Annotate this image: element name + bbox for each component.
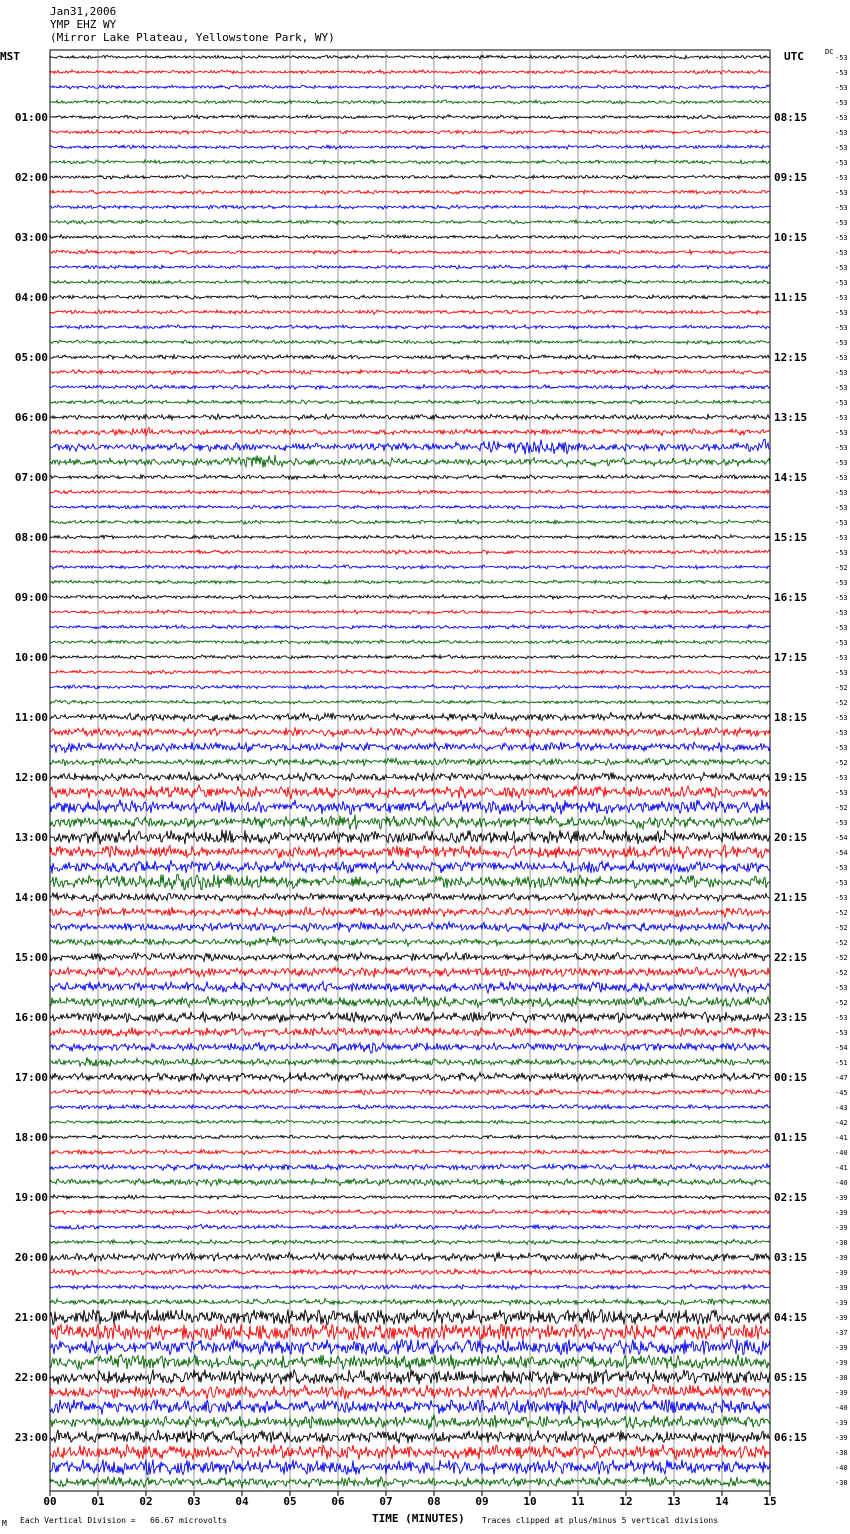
dc-offset-label: -39 bbox=[835, 1389, 848, 1397]
dc-offset-label: -52 bbox=[835, 954, 848, 962]
dc-offset-label: -53 bbox=[835, 774, 848, 782]
dc-offset-label: -38 bbox=[835, 1449, 848, 1457]
trace-line bbox=[50, 340, 770, 344]
dc-offset-label: -53 bbox=[835, 354, 848, 362]
trace-line bbox=[50, 1385, 770, 1400]
x-tick-label: 06 bbox=[331, 1495, 345, 1508]
trace-line bbox=[50, 535, 770, 539]
dc-offset-label: -53 bbox=[835, 594, 848, 602]
trace-line bbox=[50, 1310, 770, 1325]
trace-line bbox=[50, 580, 770, 584]
trace-line bbox=[50, 370, 770, 375]
trace-line bbox=[50, 1445, 770, 1460]
dc-offset-label: -53 bbox=[835, 879, 848, 887]
utc-tick-label: 09:15 bbox=[774, 171, 808, 184]
mst-tick-label: 03:00 bbox=[14, 231, 48, 244]
trace-line bbox=[50, 490, 770, 494]
dc-offset-label: -53 bbox=[835, 549, 848, 557]
dc-offset-label: -52 bbox=[835, 909, 848, 917]
dc-offset-label: -53 bbox=[835, 204, 848, 212]
utc-tick-label: 10:15 bbox=[774, 231, 808, 244]
dc-offset-label: -53 bbox=[835, 294, 848, 302]
x-tick-label: 14 bbox=[715, 1495, 729, 1508]
utc-tick-label: 01:15 bbox=[774, 1131, 808, 1144]
dc-offset-label: -41 bbox=[835, 1164, 848, 1172]
dc-offset-label: -40 bbox=[835, 1404, 848, 1412]
utc-tick-label: 23:15 bbox=[774, 1011, 808, 1024]
dc-offset-label: -43 bbox=[835, 1104, 848, 1112]
trace-line bbox=[50, 1178, 770, 1186]
dc-offset-label: -53 bbox=[835, 459, 848, 467]
x-tick-label: 00 bbox=[43, 1495, 57, 1508]
trace-line bbox=[50, 713, 770, 722]
dc-offset-label: -40 bbox=[835, 1179, 848, 1187]
utc-tick-label: 21:15 bbox=[774, 891, 808, 904]
dc-offset-label: -53 bbox=[835, 309, 848, 317]
trace-line bbox=[50, 1477, 770, 1488]
dc-offset-label: -53 bbox=[835, 534, 848, 542]
utc-tick-label: 02:15 bbox=[774, 1191, 808, 1204]
trace-line bbox=[50, 1011, 770, 1023]
trace-line bbox=[50, 640, 770, 644]
trace-line bbox=[50, 115, 770, 120]
dc-offset-label: -53 bbox=[835, 729, 848, 737]
trace-line bbox=[50, 1284, 770, 1289]
trace-line bbox=[50, 727, 770, 737]
x-tick-label: 03 bbox=[187, 1495, 201, 1508]
mst-tick-label: 17:00 bbox=[14, 1071, 48, 1084]
trace-line bbox=[50, 160, 770, 164]
trace-line bbox=[50, 1299, 770, 1306]
mst-tick-label: 08:00 bbox=[14, 531, 48, 544]
x-tick-label: 15 bbox=[763, 1495, 777, 1508]
dc-offset-label: -53 bbox=[835, 609, 848, 617]
dc-offset-label: -52 bbox=[835, 804, 848, 812]
dc-offset-label: -53 bbox=[835, 639, 848, 647]
dc-offset-label: -53 bbox=[835, 279, 848, 287]
trace-line bbox=[50, 1150, 770, 1155]
dc-offset-label: -40 bbox=[835, 1464, 848, 1472]
dc-offset-label: -53 bbox=[835, 54, 848, 62]
utc-tick-label: 22:15 bbox=[774, 951, 808, 964]
dc-offset-label: -53 bbox=[835, 414, 848, 422]
mst-tick-label: 19:00 bbox=[14, 1191, 48, 1204]
mst-tick-label: 05:00 bbox=[14, 351, 48, 364]
mst-tick-label: 12:00 bbox=[14, 771, 48, 784]
mst-tick-label: 21:00 bbox=[14, 1311, 48, 1324]
dc-offset-label: -45 bbox=[835, 1089, 848, 1097]
dc-offset-label: -39 bbox=[835, 1314, 848, 1322]
dc-offset-label: -53 bbox=[835, 84, 848, 92]
utc-tick-label: 11:15 bbox=[774, 291, 808, 304]
trace-line bbox=[50, 815, 770, 830]
trace-line bbox=[50, 758, 770, 766]
dc-offset-label: -53 bbox=[835, 189, 848, 197]
trace-line bbox=[50, 772, 770, 781]
dc-offset-label: -53 bbox=[835, 99, 848, 107]
x-tick-label: 10 bbox=[523, 1495, 537, 1508]
dc-offset-label: -53 bbox=[835, 114, 848, 122]
dc-offset-label: -52 bbox=[835, 759, 848, 767]
trace-line bbox=[50, 1340, 770, 1355]
x-tick-label: 13 bbox=[667, 1495, 681, 1508]
trace-line bbox=[50, 1120, 770, 1124]
trace-line bbox=[50, 655, 770, 659]
dc-offset-label: -42 bbox=[835, 1119, 848, 1127]
dc-offset-label: -53 bbox=[835, 744, 848, 752]
trace-line bbox=[50, 475, 770, 480]
trace-line bbox=[50, 205, 770, 209]
trace-line bbox=[50, 400, 770, 404]
dc-offset-label: -53 bbox=[835, 489, 848, 497]
trace-line bbox=[50, 190, 770, 194]
scale-note: Each Vertical Division = 66.67 microvolts bbox=[20, 1516, 228, 1525]
utc-tick-label: 16:15 bbox=[774, 591, 808, 604]
x-tick-label: 08 bbox=[427, 1495, 441, 1508]
trace-line bbox=[50, 1224, 770, 1229]
utc-tick-label: 19:15 bbox=[774, 771, 808, 784]
dc-offset-label: -53 bbox=[835, 384, 848, 392]
trace-line bbox=[50, 1057, 770, 1066]
trace-line bbox=[50, 265, 770, 269]
dc-offset-label: -39 bbox=[835, 1194, 848, 1202]
trace-line bbox=[50, 967, 770, 977]
dc-offset-label: -39 bbox=[835, 1254, 848, 1262]
trace-line bbox=[50, 1027, 770, 1037]
trace-line bbox=[50, 700, 770, 704]
trace-line bbox=[50, 1195, 770, 1200]
x-tick-label: 04 bbox=[235, 1495, 249, 1508]
trace-line bbox=[50, 610, 770, 614]
trace-line bbox=[50, 1460, 770, 1475]
header-station: YMP EHZ WY bbox=[50, 18, 117, 31]
dc-offset-label: -53 bbox=[835, 399, 848, 407]
dc-offset-label: -53 bbox=[835, 579, 848, 587]
mst-tick-label: 09:00 bbox=[14, 591, 48, 604]
dc-offset-label: -51 bbox=[835, 1059, 848, 1067]
utc-tick-label: 06:15 bbox=[774, 1431, 808, 1444]
mst-tick-label: 10:00 bbox=[14, 651, 48, 664]
dc-offset-label: -53 bbox=[835, 669, 848, 677]
trace-line bbox=[50, 520, 770, 524]
dc-offset-label: -39 bbox=[835, 1359, 848, 1367]
trace-line bbox=[50, 428, 770, 437]
dc-offset-label: -47 bbox=[835, 1074, 848, 1082]
dc-offset-label: -38 bbox=[835, 1479, 848, 1487]
trace-line bbox=[50, 295, 770, 299]
mst-tick-label: 06:00 bbox=[14, 411, 48, 424]
mst-tick-label: 20:00 bbox=[14, 1251, 48, 1264]
trace-line bbox=[50, 800, 770, 815]
trace-line bbox=[50, 55, 770, 59]
dc-offset-label: -53 bbox=[835, 984, 848, 992]
dc-offset-label: -52 bbox=[835, 999, 848, 1007]
clip-note: Traces clipped at plus/minus 5 vertical divisions bbox=[482, 1516, 719, 1525]
trace-line bbox=[50, 280, 770, 284]
utc-tick-label: 17:15 bbox=[774, 651, 808, 664]
dc-offset-label: -53 bbox=[835, 474, 848, 482]
trace-line bbox=[50, 235, 770, 239]
utc-tick-label: 15:15 bbox=[774, 531, 808, 544]
trace-line bbox=[50, 982, 770, 994]
dc-offset-label: -53 bbox=[835, 339, 848, 347]
footer-mark: M bbox=[2, 1519, 7, 1528]
trace-line bbox=[50, 845, 770, 859]
trace-line bbox=[50, 893, 770, 902]
trace-line bbox=[50, 1135, 770, 1139]
dc-offset-label: -38 bbox=[835, 1239, 848, 1247]
trace-line bbox=[50, 385, 770, 390]
mst-tick-label: 18:00 bbox=[14, 1131, 48, 1144]
trace-line bbox=[50, 830, 770, 845]
utc-tick-label: 04:15 bbox=[774, 1311, 808, 1324]
x-tick-label: 12 bbox=[619, 1495, 633, 1508]
dc-offset-label: -53 bbox=[835, 714, 848, 722]
plot-frame bbox=[50, 50, 770, 1491]
dc-offset-label: -38 bbox=[835, 1374, 848, 1382]
dc-offset-label: -53 bbox=[835, 429, 848, 437]
dc-offset-label: -53 bbox=[835, 69, 848, 77]
x-tick-label: 11 bbox=[571, 1495, 585, 1508]
utc-tick-label: 18:15 bbox=[774, 711, 808, 724]
dc-offset-label: -39 bbox=[835, 1434, 848, 1442]
trace-line bbox=[50, 1269, 770, 1275]
dc-offset-label: -53 bbox=[835, 234, 848, 242]
trace-line bbox=[50, 1210, 770, 1215]
dc-offset-label: -53 bbox=[835, 654, 848, 662]
x-tick-label: 07 bbox=[379, 1495, 393, 1508]
dc-offset-label: -53 bbox=[835, 264, 848, 272]
x-tick-label: 02 bbox=[139, 1495, 153, 1508]
trace-line bbox=[50, 1430, 770, 1445]
mst-tick-label: 23:00 bbox=[14, 1431, 48, 1444]
dc-offset-label: -52 bbox=[835, 564, 848, 572]
trace-line bbox=[50, 70, 770, 74]
dc-offset-label: -53 bbox=[835, 1014, 848, 1022]
trace-line bbox=[50, 936, 770, 947]
trace-line bbox=[50, 505, 770, 509]
dc-offset-label: -53 bbox=[835, 249, 848, 257]
trace-line bbox=[50, 1164, 770, 1171]
dc-offset-label: -54 bbox=[835, 849, 848, 857]
dc-offset-label: -53 bbox=[835, 504, 848, 512]
trace-line bbox=[50, 355, 770, 360]
trace-line bbox=[50, 922, 770, 932]
x-tick-label: 05 bbox=[283, 1495, 297, 1508]
trace-line bbox=[50, 907, 770, 917]
utc-tick-label: 14:15 bbox=[774, 471, 808, 484]
trace-line bbox=[50, 250, 770, 255]
dc-offset-label: -53 bbox=[835, 129, 848, 137]
trace-line bbox=[50, 685, 770, 689]
trace-line bbox=[50, 1042, 770, 1053]
trace-line bbox=[50, 440, 770, 455]
trace-line bbox=[50, 1105, 770, 1110]
dc-offset-label: -39 bbox=[835, 1299, 848, 1307]
dc-offset-label: -52 bbox=[835, 924, 848, 932]
mst-tick-label: 16:00 bbox=[14, 1011, 48, 1024]
trace-line bbox=[50, 85, 770, 89]
trace-line bbox=[50, 1415, 770, 1430]
dc-offset-label: -53 bbox=[835, 144, 848, 152]
trace-line bbox=[50, 1400, 770, 1415]
header-date: Jan31,2006 bbox=[50, 5, 117, 18]
dc-offset-label: -53 bbox=[835, 324, 848, 332]
dc-offset-label: -39 bbox=[835, 1224, 848, 1232]
dc-label: DC bbox=[825, 48, 834, 56]
dc-offset-label: -52 bbox=[835, 969, 848, 977]
header-location: (Mirror Lake Plateau, Yellowstone Park, WY) bbox=[50, 31, 335, 44]
dc-offset-label: -39 bbox=[835, 1209, 848, 1217]
utc-tick-label: 03:15 bbox=[774, 1251, 808, 1264]
trace-line bbox=[50, 670, 770, 674]
utc-tick-label: 13:15 bbox=[774, 411, 808, 424]
utc-axis-label: UTC bbox=[784, 50, 804, 63]
trace-line bbox=[50, 996, 770, 1007]
trace-line bbox=[50, 953, 770, 962]
mst-tick-label: 01:00 bbox=[14, 111, 48, 124]
trace-line bbox=[50, 130, 770, 134]
dc-offset-label: -53 bbox=[835, 624, 848, 632]
dc-offset-label: -52 bbox=[835, 939, 848, 947]
dc-offset-label: -53 bbox=[835, 789, 848, 797]
dc-offset-label: -53 bbox=[835, 894, 848, 902]
mst-axis-label: MST bbox=[0, 50, 20, 63]
dc-offset-label: -39 bbox=[835, 1284, 848, 1292]
utc-tick-label: 08:15 bbox=[774, 111, 808, 124]
trace-line bbox=[50, 1072, 770, 1083]
trace-line bbox=[50, 1370, 770, 1385]
trace-line bbox=[50, 1325, 770, 1340]
mst-tick-label: 14:00 bbox=[14, 891, 48, 904]
x-tick-label: 01 bbox=[91, 1495, 105, 1508]
trace-line bbox=[50, 742, 770, 753]
trace-line bbox=[50, 875, 770, 890]
dc-offset-label: -53 bbox=[835, 369, 848, 377]
trace-line bbox=[50, 1089, 770, 1095]
dc-offset-label: -54 bbox=[835, 1044, 848, 1052]
trace-line bbox=[50, 550, 770, 555]
mst-tick-label: 02:00 bbox=[14, 171, 48, 184]
trace-line bbox=[50, 455, 770, 468]
trace-line bbox=[50, 325, 770, 329]
dc-offset-label: -52 bbox=[835, 684, 848, 692]
utc-tick-label: 05:15 bbox=[774, 1371, 808, 1384]
trace-line bbox=[50, 595, 770, 599]
dc-offset-label: -53 bbox=[835, 519, 848, 527]
mst-tick-label: 13:00 bbox=[14, 831, 48, 844]
dc-offset-label: -40 bbox=[835, 1149, 848, 1157]
dc-offset-label: -53 bbox=[835, 159, 848, 167]
dc-offset-label: -52 bbox=[835, 699, 848, 707]
dc-offset-label: -53 bbox=[835, 864, 848, 872]
x-axis-title: TIME (MINUTES) bbox=[372, 1512, 465, 1525]
dc-offset-label: -39 bbox=[835, 1419, 848, 1427]
dc-offset-label: -41 bbox=[835, 1134, 848, 1142]
dc-offset-label: -53 bbox=[835, 219, 848, 227]
dc-offset-label: -53 bbox=[835, 1029, 848, 1037]
dc-offset-label: -54 bbox=[835, 834, 848, 842]
mst-tick-label: 11:00 bbox=[14, 711, 48, 724]
trace-line bbox=[50, 860, 770, 873]
utc-tick-label: 20:15 bbox=[774, 831, 808, 844]
dc-offset-label: -53 bbox=[835, 444, 848, 452]
dc-offset-label: -37 bbox=[835, 1329, 848, 1337]
trace-line bbox=[50, 785, 770, 799]
dc-offset-label: -53 bbox=[835, 819, 848, 827]
mst-tick-label: 07:00 bbox=[14, 471, 48, 484]
x-tick-label: 09 bbox=[475, 1495, 489, 1508]
trace-line bbox=[50, 145, 770, 149]
dc-offset-label: -39 bbox=[835, 1344, 848, 1352]
utc-tick-label: 00:15 bbox=[774, 1071, 808, 1084]
mst-tick-label: 04:00 bbox=[14, 291, 48, 304]
trace-line bbox=[50, 1252, 770, 1262]
mst-tick-label: 22:00 bbox=[14, 1371, 48, 1384]
mst-tick-label: 15:00 bbox=[14, 951, 48, 964]
utc-tick-label: 12:15 bbox=[774, 351, 808, 364]
trace-line bbox=[50, 220, 770, 224]
dc-offset-label: -39 bbox=[835, 1269, 848, 1277]
dc-offset-label: -53 bbox=[835, 174, 848, 182]
trace-line bbox=[50, 414, 770, 420]
trace-line bbox=[50, 100, 770, 104]
trace-line bbox=[50, 1239, 770, 1244]
trace-line bbox=[50, 175, 770, 179]
trace-line bbox=[50, 1355, 770, 1370]
trace-line bbox=[50, 565, 770, 569]
trace-line bbox=[50, 310, 770, 314]
trace-line bbox=[50, 625, 770, 629]
